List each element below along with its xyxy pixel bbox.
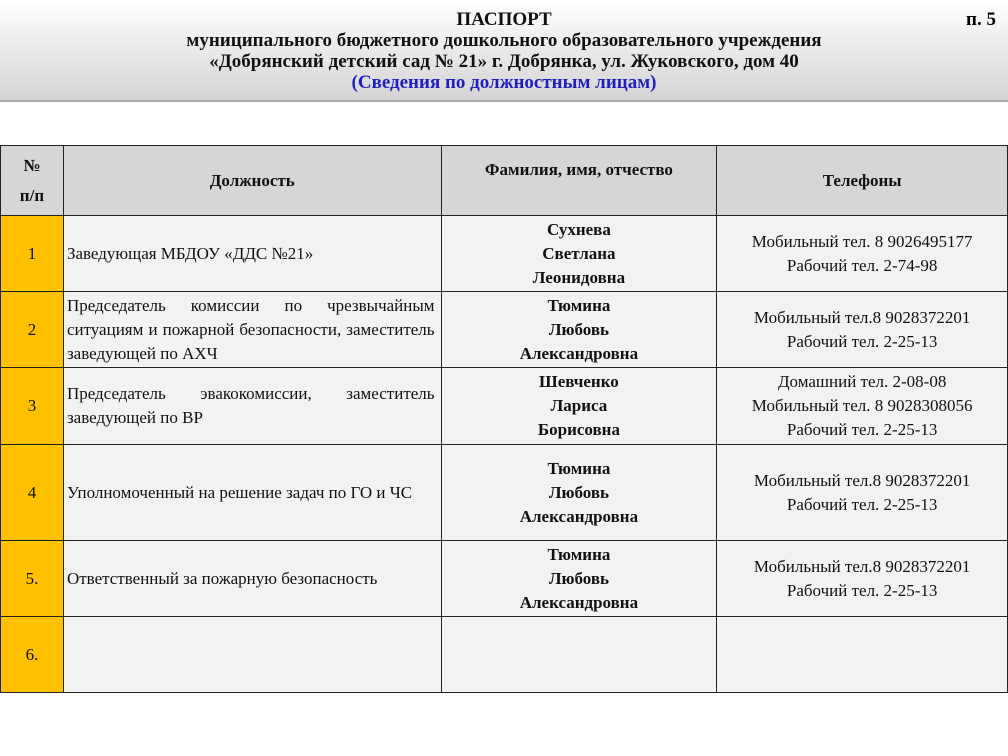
phone-line: Рабочий тел. 2-74-98 xyxy=(786,255,938,275)
fio-line: Любовь xyxy=(548,319,610,339)
phone-line: Рабочий тел. 2-25-13 xyxy=(786,580,938,600)
fio-line: Тюмина xyxy=(547,295,611,315)
subtitle: (Сведения по должностным лицам) xyxy=(351,72,657,93)
table-row xyxy=(1,541,1008,617)
fio-line: Светлана xyxy=(542,243,616,263)
phone-line: Домашний тел. 2-08-08 xyxy=(777,372,947,391)
fio-line: Борисовна xyxy=(537,420,620,439)
table-row xyxy=(1,617,1008,693)
institution-line: муниципального бюджетного дошкольного образовательного учреждения xyxy=(186,30,822,51)
page-number: п. 5 xyxy=(966,9,996,30)
phone-line: Рабочий тел. 2-25-13 xyxy=(786,331,938,351)
phones-cell xyxy=(717,216,1008,292)
row-number: 3 xyxy=(1,368,64,445)
fio-cell xyxy=(441,617,717,693)
position-cell: Председатель комиссии по чрезвычайным ситуациям и пожарной безопасности, заместитель заведующей по АХЧ xyxy=(63,292,441,368)
header-phones: Телефоны xyxy=(717,146,1008,216)
fio-line: Лариса xyxy=(550,396,608,415)
phone-line: Мобильный тел.8 9028372201 xyxy=(753,470,971,490)
header-num: № п/п xyxy=(1,146,64,216)
fio-line: Леонидовна xyxy=(532,267,626,287)
fio-cell xyxy=(441,445,717,541)
position-cell xyxy=(63,617,441,693)
phone-line: Мобильный тел.8 9028372201 xyxy=(753,307,971,327)
officials-table xyxy=(0,145,1008,693)
row-number: 5. xyxy=(1,541,64,617)
fio-line: Любовь xyxy=(548,568,610,588)
fio-line: Любовь xyxy=(548,482,610,502)
table-row xyxy=(1,292,1008,368)
row-number: 4 xyxy=(1,445,64,541)
phones-cell xyxy=(717,617,1008,693)
phones-cell xyxy=(717,292,1008,368)
fio-cell xyxy=(441,368,717,445)
phone-line: Мобильный тел.8 9028372201 xyxy=(753,556,971,576)
table-row xyxy=(1,216,1008,292)
position-cell: Председатель эвакокомиссии, заместитель заведующей по ВР xyxy=(63,368,441,445)
row-number: 6. xyxy=(1,617,64,693)
position-cell: Ответственный за пожарную безопасность xyxy=(63,541,441,617)
phones-cell xyxy=(717,368,1008,445)
phone-line: Рабочий тел. 2-25-13 xyxy=(786,494,938,514)
phone-line: Рабочий тел. 2-25-13 xyxy=(786,420,938,439)
fio-cell xyxy=(441,292,717,368)
phones-cell xyxy=(717,445,1008,541)
phone-line: Мобильный тел. 8 9028308056 xyxy=(751,396,973,415)
fio-line: Тюмина xyxy=(547,458,611,478)
phones-cell xyxy=(717,541,1008,617)
position-cell: Уполномоченный на решение задач по ГО и ЧС xyxy=(63,445,441,541)
fio-line: Александровна xyxy=(519,506,639,526)
fio-cell xyxy=(441,541,717,617)
fio-cell xyxy=(441,216,717,292)
fio-line: Александровна xyxy=(519,343,639,363)
fio-line: Тюмина xyxy=(547,544,611,564)
table-row xyxy=(1,368,1008,445)
table-header xyxy=(1,146,1008,216)
fio-line: Александровна xyxy=(519,592,639,612)
table-row xyxy=(1,445,1008,541)
phone-line: Мобильный тел. 8 9026495177 xyxy=(751,231,973,251)
header-banner xyxy=(0,0,1008,102)
page-title: ПАСПОРТ xyxy=(456,9,552,30)
row-number: 1 xyxy=(1,216,64,292)
address-line: «Добрянский детский сад № 21» г. Добрянка, ул. Жуковского, дом 40 xyxy=(209,51,799,72)
position-cell: Заведующая МБДОУ «ДДС №21» xyxy=(63,216,441,292)
fio-line: Шевченко xyxy=(539,372,619,391)
header-fio: Фамилия, имя, отчество xyxy=(441,146,717,216)
fio-line: Сухнева xyxy=(546,219,611,239)
row-number: 2 xyxy=(1,292,64,368)
header-position: Должность xyxy=(63,146,441,216)
